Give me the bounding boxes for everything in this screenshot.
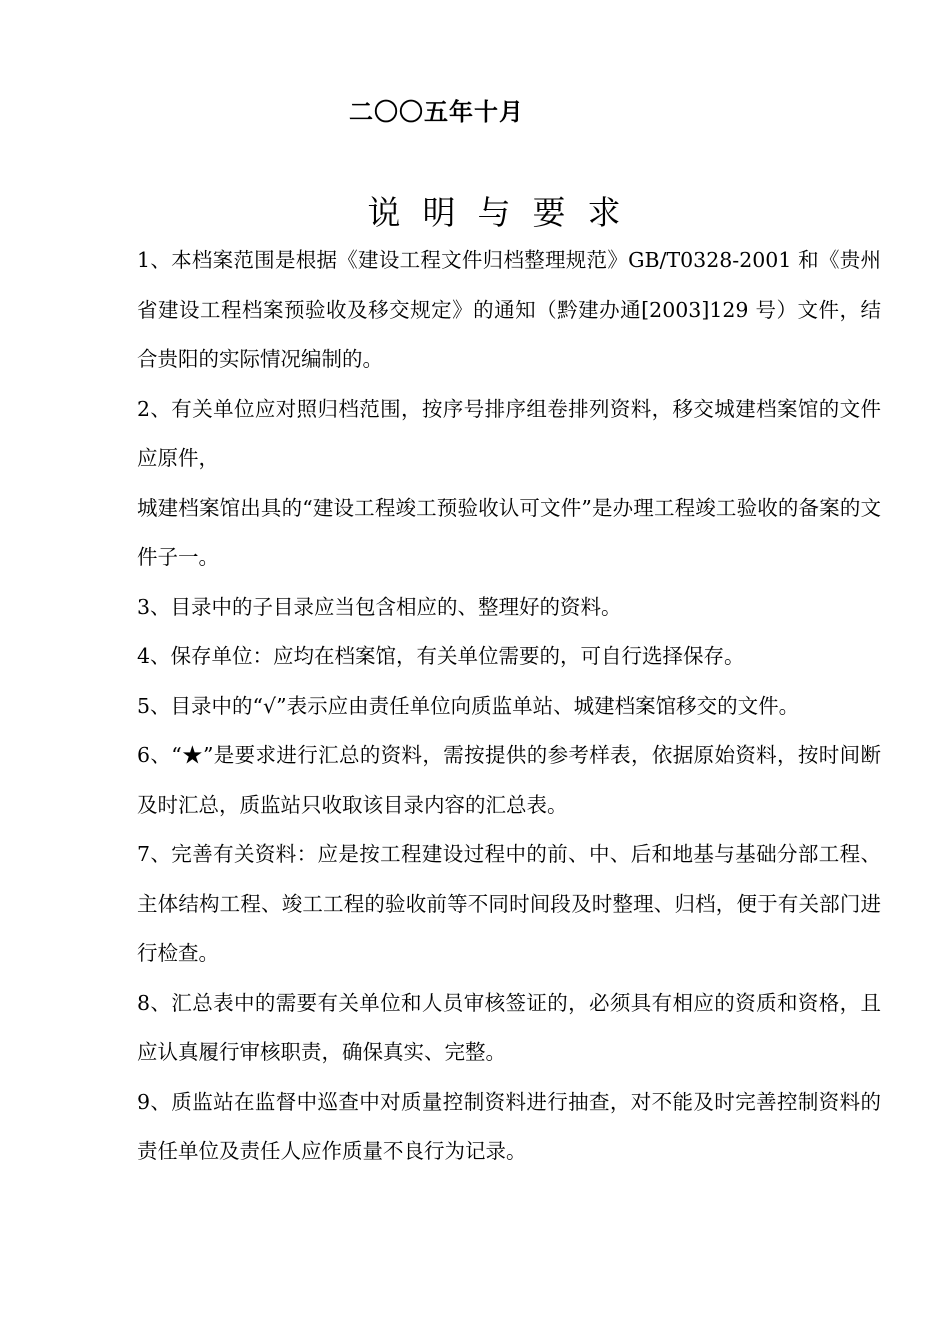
paragraph-7: 7、完善有关资料：应是按工程建设过程中的前、中、后和地基与基础分部工程、主体结构工程、竣工工程的验收前等不同时间段及时整理、归档，便于有关部门进行检查。: [137, 842, 881, 965]
paragraph-9: 9、质监站在监督中巡查中对质量控制资料进行抽查，对不能及时完善控制资料的责任单位及责任人应作质量不良行为记录。: [137, 1089, 881, 1163]
paragraph-2: 2、有关单位应对照归档范围，按序号排序组卷排列资料，移交城建档案馆的文件应原件，: [137, 396, 881, 470]
paragraph-1: 1、本档案范围是根据《建设工程文件归档整理规范》GB/T0328-2001 和《贵州省建设工程档案预验收及移交规定》的通知（黔建办通[2003]129 号）文件，结合贵阳的实际情况编制的。: [137, 248, 881, 371]
document-body: [137, 236, 881, 1177]
paragraph-4: 4、保存单位：应均在档案馆，有关单位需要的，可自行选择保存。: [137, 644, 745, 668]
paragraph-8: 8、汇总表中的需要有关单位和人员审核签证的，必须具有相应的资质和资格，且应认真履行审核职责，确保真实、完整。: [137, 990, 881, 1064]
paragraph-6: 6、“★”是要求进行汇总的资料，需按提供的参考样表，依据原始资料，按时间断及时汇总，质监站只收取该目录内容的汇总表。: [137, 743, 881, 817]
document-date: 二〇〇五年十月: [349, 97, 524, 126]
paragraph-2-continued: 城建档案馆出具的“建设工程竣工预验收认可文件”是办理工程竣工验收的备案的文件子一。: [137, 495, 881, 569]
document-title: 说明与要求: [367, 193, 643, 232]
paragraph-3: 3、目录中的子目录应当包含相应的、整理好的资料。: [137, 594, 622, 619]
paragraph-5: 5、目录中的“√”表示应由责任单位向质监单站、城建档案馆移交的文件。: [137, 693, 800, 718]
